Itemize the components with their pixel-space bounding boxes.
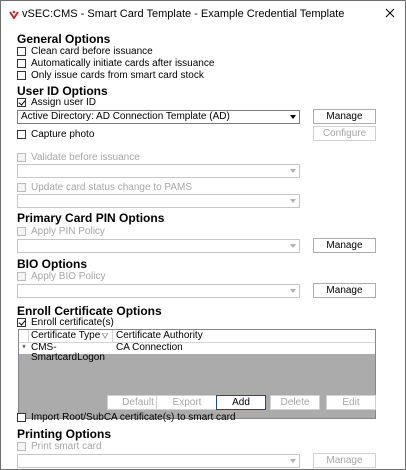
checkbox-box[interactable] [17, 183, 26, 192]
checkbox-box[interactable] [17, 47, 26, 56]
edit-button[interactable]: Edit [326, 395, 376, 410]
checkbox-label: Capture photo [31, 129, 95, 140]
checkbox-box[interactable] [17, 442, 26, 451]
close-icon [385, 8, 395, 18]
import-root-checkbox[interactable] [17, 411, 236, 424]
delete-button[interactable]: Delete [270, 395, 320, 410]
checkbox-box[interactable] [17, 71, 26, 80]
checkbox-label: Update card status change to PAMS [31, 182, 193, 193]
print-select[interactable] [17, 454, 300, 468]
validate-select[interactable] [17, 164, 300, 178]
export-button[interactable]: Export [156, 395, 218, 410]
table-row[interactable] [19, 342, 375, 363]
checkbox-label: Validate before issuance [31, 152, 140, 163]
assign-user-id-checkbox[interactable] [17, 96, 96, 109]
print-smart-card-checkbox[interactable] [17, 440, 102, 453]
checkbox-box[interactable] [17, 227, 26, 236]
pin-manage-button[interactable]: Manage [313, 238, 376, 253]
configure-button[interactable]: Configure [313, 126, 376, 141]
filter-icon[interactable] [102, 333, 108, 339]
cell-certificate-authority[interactable]: CA Connection [116, 342, 183, 353]
add-button[interactable]: Add [216, 395, 266, 410]
checkbox-label: Only issue cards from smart card stock [31, 70, 204, 81]
capture-photo-checkbox[interactable] [17, 128, 94, 141]
checkbox-label: Clean card before issuance [31, 46, 153, 57]
primary-pin-options-heading: Primary Card PIN Options [17, 211, 165, 225]
chevron-down-icon[interactable] [287, 285, 299, 297]
checkbox-box[interactable] [17, 318, 26, 327]
close-button[interactable] [379, 3, 401, 23]
grid-corner [19, 330, 29, 342]
enroll-certificate-options-heading: Enroll Certificate Options [17, 304, 162, 318]
apply-pin-policy-checkbox[interactable] [17, 225, 105, 238]
update-status-select[interactable] [17, 194, 300, 208]
checkbox-label: Automatically initiate cards after issuance [31, 58, 215, 69]
validate-before-issuance-checkbox[interactable] [17, 151, 140, 164]
print-manage-button[interactable]: Manage [313, 453, 376, 468]
checkbox-box[interactable] [17, 130, 26, 139]
checkbox-box[interactable] [17, 413, 26, 422]
general-options-heading: General Options [17, 32, 111, 46]
column-header-label: Certificate Authority [116, 330, 203, 341]
checkbox-label: Apply BIO Policy [31, 271, 106, 282]
user-id-options-heading: User ID Options [17, 84, 108, 98]
grid-header [19, 330, 375, 343]
pin-policy-select[interactable] [17, 239, 300, 253]
stock-only-checkbox[interactable] [17, 69, 204, 82]
column-header-certificate-authority[interactable] [113, 330, 375, 342]
bio-options-heading: BIO Options [17, 257, 87, 271]
chevron-down-icon[interactable] [287, 111, 299, 123]
chevron-down-icon[interactable] [287, 240, 299, 252]
cell-certificate-type[interactable]: CMS-SmartcardLogon [31, 342, 105, 363]
column-header-certificate-type[interactable] [29, 330, 113, 342]
dialog-content [1, 27, 405, 469]
printing-options-heading: Printing Options [17, 427, 111, 441]
title-bar[interactable] [1, 1, 405, 27]
window-title: vSEC:CMS - Smart Card Template - Example Credential Template [22, 8, 345, 20]
apply-bio-policy-checkbox[interactable] [17, 270, 105, 283]
checkbox-label: Import Root/SubCA certificate(s) to smart card [31, 412, 236, 423]
chevron-down-icon[interactable] [287, 165, 299, 177]
enroll-certificates-checkbox[interactable] [17, 316, 114, 329]
checkbox-label: Enroll certificate(s) [31, 317, 114, 328]
column-header-label: Certificate Type [31, 330, 101, 341]
select-value: Active Directory: AD Connection Template (AD) [21, 111, 230, 122]
chevron-down-icon[interactable] [287, 455, 299, 467]
bio-policy-select[interactable] [17, 284, 300, 298]
row-marker: * [22, 343, 26, 353]
default-button[interactable]: Default [107, 395, 169, 410]
connection-select[interactable] [17, 110, 300, 124]
checkbox-box[interactable] [17, 98, 26, 107]
checkbox-box[interactable] [17, 272, 26, 281]
update-card-status-checkbox[interactable] [17, 181, 192, 194]
checkbox-box[interactable] [17, 153, 26, 162]
checkbox-label: Print smart card [31, 441, 102, 452]
chevron-down-icon[interactable] [287, 195, 299, 207]
app-logo-icon [9, 9, 19, 19]
checkbox-label: Apply PIN Policy [31, 226, 105, 237]
checkbox-box[interactable] [17, 59, 26, 68]
user-id-manage-button[interactable]: Manage [313, 109, 376, 124]
checkbox-label: Assign user ID [31, 97, 97, 108]
bio-manage-button[interactable]: Manage [313, 283, 376, 298]
